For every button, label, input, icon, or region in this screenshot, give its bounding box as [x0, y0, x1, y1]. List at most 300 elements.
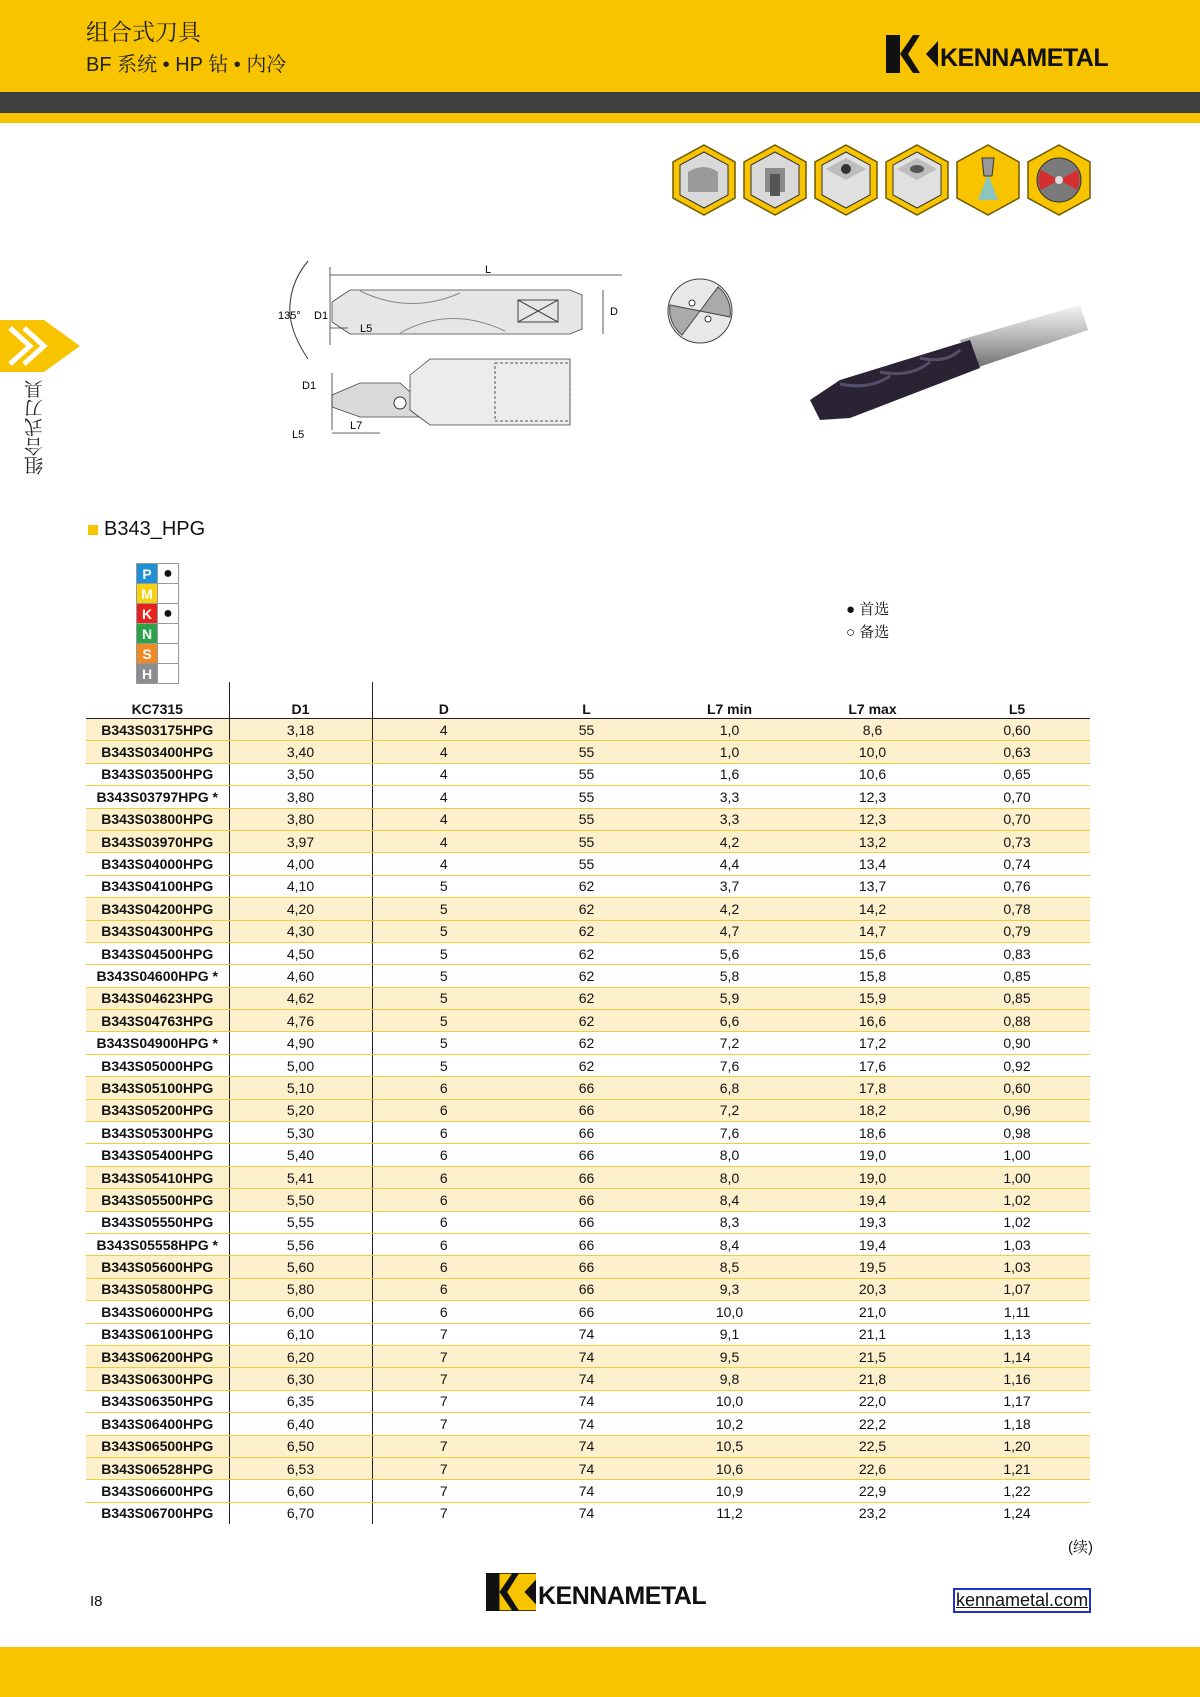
d1-label-bottom: D1 [302, 380, 317, 392]
value-cell: 5,6 [658, 942, 801, 964]
cavity-icon [672, 144, 736, 216]
column-header: L7 max [801, 700, 944, 719]
column-header: KC7315 [86, 700, 229, 719]
value-cell: 12,3 [801, 808, 944, 830]
value-cell: 74 [578, 1505, 595, 1522]
value-cell: 9,8 [658, 1368, 801, 1390]
value-cell: 74 [515, 1368, 658, 1390]
value-cell: 7 [372, 1323, 515, 1345]
value-cell: 7 [372, 1457, 515, 1479]
value-cell: 55 [515, 719, 658, 741]
value-cell: 15,9 [801, 987, 944, 1009]
value-cell: 22,6 [801, 1457, 944, 1479]
value-cell: 9,1 [658, 1323, 801, 1345]
value-cell: 55 [515, 808, 658, 830]
iso-letter: S [137, 644, 158, 664]
angle-label: 135° [278, 310, 301, 322]
table-row [86, 1368, 1090, 1390]
value-cell: 18,2 [801, 1099, 944, 1121]
iso-mark [158, 584, 179, 604]
value-cell: 19,4 [801, 1189, 944, 1211]
value-cell: 1,18 [944, 1413, 1090, 1435]
value-cell: 7 [372, 1390, 515, 1412]
value-cell: 1,07 [944, 1278, 1090, 1300]
table-row [86, 1166, 1090, 1188]
table-row [86, 741, 1090, 763]
table-row [86, 1457, 1090, 1479]
value-cell: 13,2 [801, 830, 944, 852]
value-cell: 8,4 [658, 1233, 801, 1255]
part-number-cell: B343S03400HPG [86, 741, 229, 763]
value-cell: 4,30 [229, 920, 372, 942]
value-cell: 13,7 [801, 875, 944, 897]
value-cell: 1,20 [944, 1435, 1090, 1457]
value-cell: 14,2 [801, 898, 944, 920]
value-cell: 10,0 [801, 741, 944, 763]
table-row [86, 786, 1090, 808]
value-cell: 0,60 [944, 719, 1090, 741]
value-cell: 11,2 [716, 1505, 743, 1522]
side-section-label: 组合式刀具 [25, 380, 46, 475]
part-number-cell: B343S06000HPG [86, 1301, 229, 1323]
value-cell: 5,41 [229, 1166, 372, 1188]
iso-row [137, 564, 179, 584]
value-cell: 6 [372, 1233, 515, 1255]
iso-row [137, 604, 179, 624]
through-hole-icon [814, 144, 878, 216]
value-cell: 6,00 [229, 1301, 372, 1323]
table-row [86, 1480, 1090, 1502]
part-number-cell: B343S05410HPG [86, 1166, 229, 1188]
value-cell: 7 [372, 1413, 515, 1435]
table-row [86, 1256, 1090, 1278]
value-cell: 21,5 [801, 1345, 944, 1367]
value-cell: 6,6 [658, 1010, 801, 1032]
footer-kennametal-logo [486, 1572, 706, 1611]
iso-row [137, 644, 179, 664]
table-row [86, 898, 1090, 920]
part-number-cell: B343S06100HPG [86, 1323, 229, 1345]
iso-letter: H [137, 664, 158, 684]
product-table [86, 700, 1090, 1524]
iso-mark: ● [158, 564, 179, 584]
part-number-cell: B343S06528HPG [86, 1457, 229, 1479]
table-row [86, 1301, 1090, 1323]
value-cell: 18,6 [801, 1122, 944, 1144]
value-cell: 10,6 [801, 763, 944, 785]
value-cell: 19,4 [801, 1233, 944, 1255]
table-row [86, 1502, 1090, 1524]
value-cell: 55 [515, 763, 658, 785]
value-cell: 0,88 [944, 1010, 1090, 1032]
value-cell: 4,7 [658, 920, 801, 942]
value-cell: 62 [515, 920, 658, 942]
website-link[interactable]: kennametal.com [953, 1588, 1091, 1613]
value-cell: 0,60 [944, 1077, 1090, 1099]
value-cell: 74 [515, 1457, 658, 1479]
value-cell: 0,73 [944, 830, 1090, 852]
value-cell: 66 [515, 1144, 658, 1166]
value-cell: 19,0 [801, 1144, 944, 1166]
legend-preferred: ● 首选 [846, 601, 890, 618]
table-row [86, 808, 1090, 830]
page-number: I8 [90, 1593, 103, 1610]
value-cell: 74 [515, 1480, 658, 1502]
l7-label: L7 [350, 420, 363, 432]
value-cell: 6 [372, 1077, 515, 1099]
table-row [86, 920, 1090, 942]
table-row [86, 830, 1090, 852]
part-number-cell: B343S03500HPG [86, 763, 229, 785]
value-cell: 74 [515, 1323, 658, 1345]
table-row [86, 1278, 1090, 1300]
value-cell: 74 [515, 1345, 658, 1367]
footer-band [0, 1647, 1200, 1697]
l5-label-top: L5 [360, 323, 373, 335]
part-number-cell: B343S04300HPG [86, 920, 229, 942]
value-cell: 1,16 [944, 1368, 1090, 1390]
coolant-icon [956, 144, 1020, 216]
value-cell: 7 [439, 1505, 448, 1522]
value-cell: 5 [372, 875, 515, 897]
section-title [88, 518, 205, 541]
value-cell: 10,9 [658, 1480, 801, 1502]
page-subtitle: BF 系统 • HP 钻 • 内冷 [86, 54, 287, 76]
table-row [86, 1390, 1090, 1412]
value-cell: 6,50 [229, 1435, 372, 1457]
iso-mark [158, 624, 179, 644]
value-cell: 4 [372, 741, 515, 763]
value-cell: 5,40 [229, 1144, 372, 1166]
value-cell: 17,6 [801, 1054, 944, 1076]
table-row [86, 1413, 1090, 1435]
column-header: D [372, 700, 515, 719]
value-cell: 66 [515, 1189, 658, 1211]
value-cell: 5 [372, 965, 515, 987]
value-cell: 21,8 [801, 1368, 944, 1390]
value-cell: 6,8 [658, 1077, 801, 1099]
value-cell: 1,02 [944, 1189, 1090, 1211]
footer-brand-wordmark: KENNAMETAL [538, 1582, 707, 1610]
value-cell: 1,02 [944, 1211, 1090, 1233]
value-cell: 14,7 [801, 920, 944, 942]
part-number-cell: B343S04763HPG [86, 1010, 229, 1032]
value-cell: 5 [372, 942, 515, 964]
table-row [86, 1345, 1090, 1367]
value-cell: 74 [515, 1413, 658, 1435]
value-cell: 62 [515, 942, 658, 964]
column-header: L7 min [658, 700, 801, 719]
part-number-cell: B343S06700HPG [86, 1502, 229, 1524]
value-cell: 6,10 [229, 1323, 372, 1345]
part-number-cell: B343S05500HPG [86, 1189, 229, 1211]
part-number-cell: B343S05100HPG [86, 1077, 229, 1099]
table-row [86, 1211, 1090, 1233]
l5-label-bottom: L5 [292, 429, 305, 441]
value-cell: 22,0 [801, 1390, 944, 1412]
part-number-cell: B343S03800HPG [86, 808, 229, 830]
value-cell: 4,90 [229, 1032, 372, 1054]
table-row [86, 853, 1090, 875]
legend [846, 598, 889, 644]
part-number-cell: B343S04623HPG [86, 987, 229, 1009]
iso-letter: M [137, 584, 158, 604]
value-cell: 62 [515, 987, 658, 1009]
value-cell: 0,63 [944, 741, 1090, 763]
value-cell: 7 [372, 1480, 515, 1502]
value-cell: 1,24 [1003, 1505, 1031, 1522]
value-cell: 1,14 [944, 1345, 1090, 1367]
table-header-row [86, 700, 1090, 719]
value-cell: 17,2 [801, 1032, 944, 1054]
part-number-cell: B343S05200HPG [86, 1099, 229, 1121]
part-number-cell: B343S05550HPG [86, 1211, 229, 1233]
value-cell: 55 [515, 786, 658, 808]
value-cell: 7 [372, 1345, 515, 1367]
part-number-cell: B343S05600HPG [86, 1256, 229, 1278]
k-mark-icon [486, 1573, 536, 1611]
value-cell: 4,00 [229, 853, 372, 875]
value-cell: 7,2 [658, 1099, 801, 1121]
value-cell: 0,74 [944, 853, 1090, 875]
value-cell: 8,0 [658, 1166, 801, 1188]
value-cell: 62 [515, 965, 658, 987]
part-number-cell: B343S06200HPG [86, 1345, 229, 1367]
value-cell: 4,62 [229, 987, 372, 1009]
value-cell: 3,7 [658, 875, 801, 897]
value-cell: 55 [515, 830, 658, 852]
value-cell: 6,40 [229, 1413, 372, 1435]
value-cell: 5,30 [229, 1122, 372, 1144]
part-number-cell: B343S05400HPG [86, 1144, 229, 1166]
iso-row [137, 624, 179, 644]
value-cell: 3,18 [229, 719, 372, 741]
iso-letter: P [137, 564, 158, 584]
value-cell: 6,35 [229, 1390, 372, 1412]
part-number-cell: B343S06300HPG [86, 1368, 229, 1390]
value-cell: 10,0 [658, 1301, 801, 1323]
value-cell: 6 [372, 1166, 515, 1188]
value-cell: 4 [372, 763, 515, 785]
value-cell: 3,80 [229, 786, 372, 808]
table-row [86, 1233, 1090, 1255]
value-cell: 66 [515, 1256, 658, 1278]
table-row [86, 719, 1090, 741]
value-cell: 6,53 [229, 1457, 372, 1479]
value-cell: 55 [515, 853, 658, 875]
drill-photo [810, 300, 1090, 430]
column-header: L [515, 700, 658, 719]
value-cell: 1,0 [658, 719, 801, 741]
part-number-cell: B343S06350HPG [86, 1390, 229, 1412]
section-bullet [88, 525, 98, 535]
value-cell: 62 [515, 875, 658, 897]
application-icons [672, 144, 1091, 216]
iso-mark [158, 644, 179, 664]
value-cell: 20,3 [801, 1278, 944, 1300]
value-cell: 1,6 [658, 763, 801, 785]
value-cell: 4 [372, 853, 515, 875]
value-cell: 0,96 [944, 1099, 1090, 1121]
value-cell: 10,5 [658, 1435, 801, 1457]
value-cell: 6 [372, 1122, 515, 1144]
value-cell: 1,03 [944, 1233, 1090, 1255]
value-cell: 66 [515, 1099, 658, 1121]
value-cell: 7,2 [658, 1032, 801, 1054]
part-number-cell: B343S05558HPG * [86, 1233, 229, 1255]
value-cell: 15,8 [801, 965, 944, 987]
length-label: L [485, 264, 492, 276]
value-cell: 22,9 [801, 1480, 944, 1502]
value-cell: 3,97 [229, 830, 372, 852]
iso-material-grid [136, 563, 179, 684]
value-cell: 1,00 [944, 1166, 1090, 1188]
value-cell: 6 [372, 1301, 515, 1323]
table-row [86, 763, 1090, 785]
value-cell: 4,2 [658, 898, 801, 920]
part-number-cell: B343S04900HPG * [86, 1032, 229, 1054]
shank-diameter-label: D [610, 306, 618, 318]
value-cell: 19,0 [801, 1166, 944, 1188]
value-cell: 13,4 [801, 853, 944, 875]
part-number-cell: B343S03970HPG [86, 830, 229, 852]
part-number-cell: B343S04500HPG [86, 942, 229, 964]
value-cell: 6,20 [229, 1345, 372, 1367]
value-cell: 62 [515, 1010, 658, 1032]
value-cell: 23,2 [858, 1505, 887, 1522]
kennametal-logo [886, 34, 1108, 73]
value-cell: 4 [372, 719, 515, 741]
value-cell: 8,3 [658, 1211, 801, 1233]
value-cell: 66 [515, 1233, 658, 1255]
value-cell: 5 [372, 1032, 515, 1054]
part-number-cell: B343S05000HPG [86, 1054, 229, 1076]
part-number-cell: B343S03175HPG [86, 719, 229, 741]
value-cell: 0,76 [944, 875, 1090, 897]
value-cell: 5 [372, 1054, 515, 1076]
part-number-cell: B343S04100HPG [86, 875, 229, 897]
value-cell: 6 [372, 1211, 515, 1233]
value-cell: 5,56 [229, 1233, 372, 1255]
value-cell: 0,92 [944, 1054, 1090, 1076]
value-cell: 4,10 [229, 875, 372, 897]
value-cell: 6 [372, 1189, 515, 1211]
value-cell: 9,3 [658, 1278, 801, 1300]
header-gray-band [0, 92, 1200, 113]
value-cell: 0,83 [944, 942, 1090, 964]
value-cell: 4,76 [229, 1010, 372, 1032]
iso-row [137, 584, 179, 604]
value-cell: 5,9 [658, 987, 801, 1009]
value-cell: 21,1 [801, 1323, 944, 1345]
value-cell: 6 [372, 1144, 515, 1166]
value-cell: 4,2 [658, 830, 801, 852]
table-row [86, 1032, 1090, 1054]
value-cell: 8,6 [801, 719, 944, 741]
value-cell: 6,60 [229, 1480, 372, 1502]
value-cell: 0,85 [944, 987, 1090, 1009]
part-number-cell: B343S03797HPG * [86, 786, 229, 808]
value-cell: 62 [515, 1054, 658, 1076]
value-cell: 7,6 [658, 1054, 801, 1076]
brand-wordmark: KENNAMETAL [940, 44, 1109, 72]
table-row [86, 1099, 1090, 1121]
value-cell: 3,80 [229, 808, 372, 830]
value-cell: 55 [515, 741, 658, 763]
drill-point-icon [1027, 144, 1091, 216]
value-cell: 0,70 [944, 786, 1090, 808]
value-cell: 4,50 [229, 942, 372, 964]
value-cell: 66 [515, 1301, 658, 1323]
value-cell: 0,78 [944, 898, 1090, 920]
blind-hole-icon [885, 144, 949, 216]
table-row [86, 987, 1090, 1009]
value-cell: 4 [372, 830, 515, 852]
iso-mark [158, 664, 179, 684]
value-cell: 66 [515, 1166, 658, 1188]
value-cell: 4 [372, 808, 515, 830]
table-row [86, 1122, 1090, 1144]
value-cell: 17,8 [801, 1077, 944, 1099]
value-cell: 74 [515, 1390, 658, 1412]
value-cell: 9,5 [658, 1345, 801, 1367]
value-cell: 3,3 [658, 808, 801, 830]
value-cell: 5,60 [229, 1256, 372, 1278]
value-cell: 5,8 [658, 965, 801, 987]
column-header: D1 [229, 700, 372, 719]
counterbore-icon [743, 144, 807, 216]
value-cell: 16,6 [801, 1010, 944, 1032]
table-row [86, 1435, 1090, 1457]
value-cell: 6 [372, 1099, 515, 1121]
side-chevron-icon [0, 320, 82, 372]
value-cell: 4 [372, 786, 515, 808]
value-cell: 1,17 [944, 1390, 1090, 1412]
value-cell: 10,0 [658, 1390, 801, 1412]
header-yellow-stripe [0, 113, 1200, 123]
table-row [86, 1144, 1090, 1166]
d1-label-top: D1 [314, 310, 329, 322]
value-cell: 3,40 [229, 741, 372, 763]
value-cell: 6,70 [229, 1502, 372, 1524]
value-cell: 19,5 [801, 1256, 944, 1278]
value-cell: 7 [372, 1435, 515, 1457]
part-number-cell: B343S05800HPG [86, 1278, 229, 1300]
part-number-cell: B343S04600HPG * [86, 965, 229, 987]
value-cell: 0,65 [944, 763, 1090, 785]
value-cell: 7,6 [658, 1122, 801, 1144]
value-cell: 8,5 [658, 1256, 801, 1278]
value-cell: 6 [372, 1278, 515, 1300]
value-cell: 8,0 [658, 1144, 801, 1166]
iso-letter: N [137, 624, 158, 644]
legend-alternate: ○ 备选 [846, 624, 890, 641]
value-cell: 66 [515, 1278, 658, 1300]
value-cell: 5,10 [229, 1077, 372, 1099]
value-cell: 21,0 [801, 1301, 944, 1323]
value-cell: 74 [515, 1435, 658, 1457]
table-row [86, 1189, 1090, 1211]
part-number-cell: B343S04200HPG [86, 898, 229, 920]
value-cell: 3,50 [229, 763, 372, 785]
part-number-cell: B343S06600HPG [86, 1480, 229, 1502]
value-cell: 1,13 [944, 1323, 1090, 1345]
value-cell: 1,22 [944, 1480, 1090, 1502]
value-cell: 0,98 [944, 1122, 1090, 1144]
value-cell: 4,60 [229, 965, 372, 987]
value-cell: 15,6 [801, 942, 944, 964]
value-cell: 19,3 [801, 1211, 944, 1233]
